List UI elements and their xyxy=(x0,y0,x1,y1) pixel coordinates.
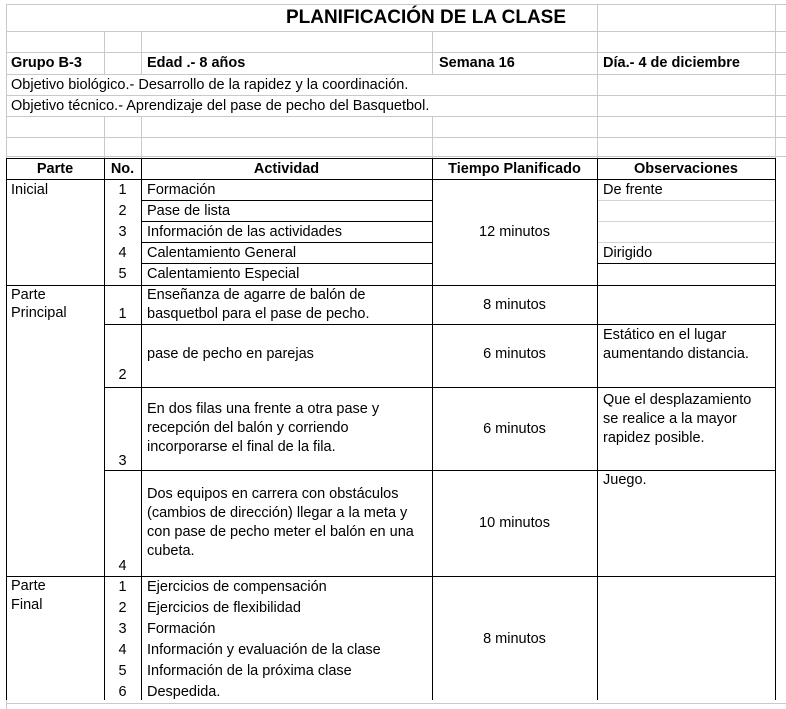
part-final-label-line2: Final xyxy=(11,597,43,613)
column-header-activity: Actividad xyxy=(253,161,320,177)
activity-text: En dos filas una frente a otra pase y recepción del balón y corriendo incorporarse el final de la fila. xyxy=(147,401,380,455)
activity-text: Calentamiento General xyxy=(147,245,297,261)
row-number: 3 xyxy=(118,224,127,240)
week-label: Semana 16 xyxy=(439,55,515,71)
row-number: 3 xyxy=(118,621,127,637)
observation-text: De frente xyxy=(603,182,663,198)
planned-time xyxy=(432,286,597,324)
activity-text: Información y evaluación de la clase xyxy=(147,642,381,658)
column-header-number: No. xyxy=(110,161,135,177)
row-number: 4 xyxy=(118,642,127,658)
activity-text: Enseñanza de agarre de balón de basquetbol para el pase de pecho. xyxy=(147,287,370,322)
column-header-part: Parte xyxy=(36,161,74,177)
activity-text: Información de la próxima clase xyxy=(147,663,352,679)
group-label: Grupo B-3 xyxy=(11,55,82,71)
objective-biological: Objetivo biológico.- Desarrollo de la rapidez y la coordinación. xyxy=(11,77,409,93)
activity-text: Formación xyxy=(147,182,216,198)
observation-text: Estático en el lugar aumentando distancia. xyxy=(603,327,749,362)
row-number xyxy=(104,325,141,385)
column-header-observations: Observaciones xyxy=(634,161,738,177)
activity-text: pase de pecho en parejas xyxy=(147,346,314,362)
row-number: 2 xyxy=(118,600,127,616)
activity-text: Formación xyxy=(147,621,216,637)
row-number: 5 xyxy=(118,266,127,282)
part-final-label-line1: Parte xyxy=(11,578,46,594)
observation-text: Dirigido xyxy=(603,245,653,261)
observation-text: Juego. xyxy=(603,472,647,488)
planned-time-value: 6 minutos xyxy=(483,346,546,362)
activity-text: Pase de lista xyxy=(147,203,231,219)
part-principal-label-line2: Principal xyxy=(11,305,67,321)
row-number xyxy=(104,471,141,576)
activity-text: Dos equipos en carrera con obstáculos (cambios de dirección) llegar a la meta y con pase de pecho meter el balón en una cubeta. xyxy=(147,486,414,559)
row-number: 2 xyxy=(118,203,127,219)
observation-text: Que el desplazamiento se realice a la mayor rapidez posible. xyxy=(603,392,752,446)
row-number: 4 xyxy=(118,245,127,261)
row-number: 1 xyxy=(118,182,127,198)
activity-text: Ejercicios de flexibilidad xyxy=(147,600,301,616)
part-initial-label: Inicial xyxy=(11,182,49,198)
row-number xyxy=(104,286,141,324)
objective-technical: Objetivo técnico.- Aprendizaje del pase de pecho del Basquetbol. xyxy=(11,98,430,114)
day-label: Día.- 4 de diciembre xyxy=(603,55,740,71)
row-number: 1 xyxy=(118,579,127,595)
row-number-value: 4 xyxy=(118,558,127,574)
column-header-planned-time: Tiempo Planificado xyxy=(448,161,581,177)
planned-time xyxy=(432,388,597,470)
activity-text: Información de las actividades xyxy=(147,224,343,240)
row-number-value: 2 xyxy=(118,367,127,383)
observation-gridlines xyxy=(598,201,775,243)
row-number xyxy=(104,388,141,471)
planned-time-final: 8 minutos xyxy=(483,631,546,647)
activity-text: Despedida. xyxy=(147,684,221,700)
activity-text: Ejercicios de compensación xyxy=(147,579,327,595)
planned-time-value: 10 minutos xyxy=(479,515,550,531)
row-number-value: 3 xyxy=(118,453,127,469)
row-number: 6 xyxy=(118,684,127,700)
part-principal-label-line1: Parte xyxy=(11,287,46,303)
activity-text: Calentamiento Especial xyxy=(147,266,300,282)
planned-time-initial: 12 minutos xyxy=(479,224,550,240)
planned-time-value: 6 minutos xyxy=(483,420,546,437)
age-label: Edad .- 8 años xyxy=(147,55,246,71)
row-number-value: 1 xyxy=(118,306,127,322)
page-title: PLANIFICACIÓN DE LA CLASE xyxy=(285,7,567,28)
row-number: 5 xyxy=(118,663,127,679)
planned-time-value: 8 minutos xyxy=(483,296,546,313)
planned-time xyxy=(432,471,597,576)
planned-time xyxy=(432,325,597,384)
